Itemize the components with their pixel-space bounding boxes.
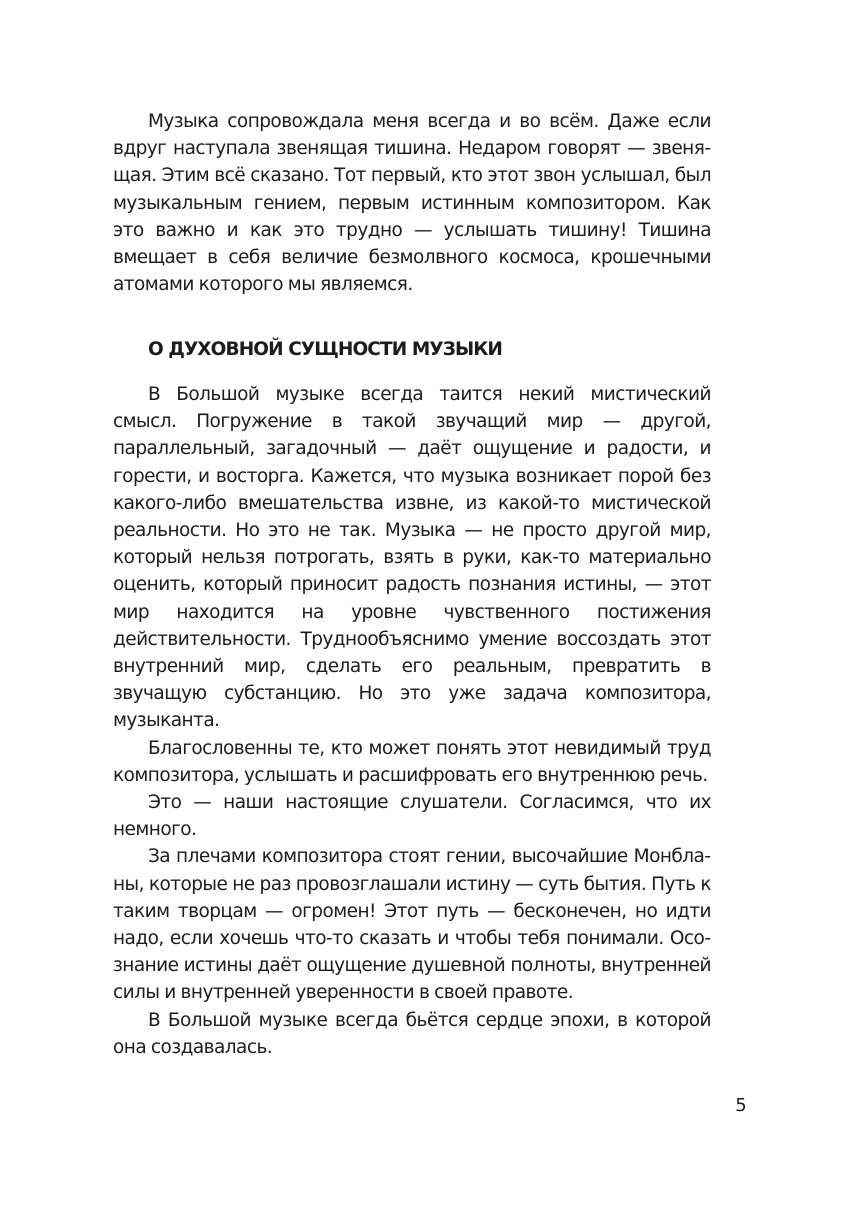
intro-text-block	[113, 108, 711, 298]
section-text-block	[113, 381, 711, 1061]
section-heading: О ДУХОВНОЙ СУЩНОСТИ МУЗЫКИ	[148, 339, 503, 360]
section-paragraph-4: За плечами композитора стоят гении, высочайшие Монбланы, которые не раз провозглашали истину — суть бытия. Путь к таким творцам — огромен! Этот путь — бесконечен, но идти надо, если хочешь что-то сказать и чтобы тебя понимали. Осознание истины даёт ощущение душевной полноты, внутренней силы и внутренней уверенности в своей правоте.	[113, 846, 711, 1004]
section-paragraph-5: В Большой музыке всегда бьётся сердце эпохи, в которой она создавалась.	[113, 1009, 711, 1058]
page-number: 5	[735, 1095, 747, 1116]
section-paragraph-3: Это — наши настоящие слушатели. Согласимся, что их немного.	[113, 792, 711, 841]
intro-paragraph: Музыка сопровождала меня всегда и во всём. Даже если вдруг наступала звенящая тишина. Недаром говорят — звенящая. Этим всё сказано. Тот первый, кто этот звон услышал, был музыкальным гением, первым истинным композитором. Как это важно и как это трудно — услышать тишину! Тишина вмещает в себя величие безмолвного космоса, крошечными атомами которого мы являемся.	[113, 111, 711, 296]
section-paragraph-2: Благословенны те, кто может понять этот невидимый труд композитора, услышать и расшифровать его внутреннюю речь.	[113, 737, 711, 786]
section-paragraph-1: В Большой музыке всегда таится некий мистический смысл. Погружение в такой звучащий мир — другой, параллельный, загадочный — даёт ощущение и радости, и горести, и восторга. Кажется, что музыка возникает порой без какого-либо вмешательства извне, из какой-то мистической реальности. Но это не так. Музыка — не просто другой мир, который нельзя потрогать, взять в руки, как-то материально оценить, который приносит радость познания истины, — этот мир находится на уровне чувственного постижения действительности. Труднообъяснимо умение воссоздать этот внутренний мир, сделать его реальным, превратить в звучащую субстанцию. Но это уже задача композитора, музыканта.	[113, 384, 711, 732]
